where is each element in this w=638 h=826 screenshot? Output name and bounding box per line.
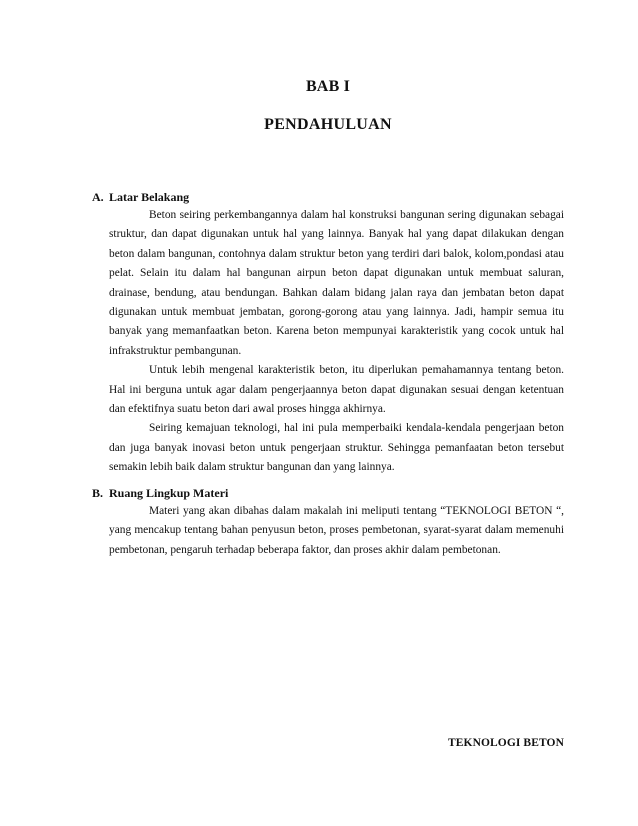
section-letter: A.	[92, 190, 104, 204]
section-body	[109, 206, 564, 478]
section-latar-belakang	[92, 188, 564, 478]
page-footer: TEKNOLOGI BETON	[447, 737, 564, 749]
section-heading	[92, 188, 564, 206]
section-ruang-lingkup	[92, 484, 564, 560]
section-title: Ruang Lingkup Materi	[109, 486, 229, 500]
paragraph: Materi yang akan dibahas dalam makalah ini meliputi tentang “TEKNOLOGI BETON “, yang mencakup tentang bahan penyusun beton, proses pembetonan, syarat-syarat dalam memenuhi pembetonan, pengaruh terhadap beberapa faktor, dan proses akhir dalam pembetonan.	[109, 505, 564, 556]
section-letter: B.	[92, 486, 104, 500]
paragraph: Untuk lebih mengenal karakteristik beton, itu diperlukan pemahamannya tentang beton. Hal ini berguna untuk agar dalam pengerjaannya beton dapat digunakan sesuai dengan ketentuan dan efektifnya suatu beton dari awal proses hingga akhirnya.	[109, 364, 564, 416]
section-heading	[92, 484, 564, 502]
paragraph: Beton seiring perkembangannya dalam hal konstruksi bangunan sering digunakan sebagai struktur, dan dapat digunakan untuk hal yang lainnya. Banyak hal yang dapat dilakukan dengan beton dalam bangunan, contohnya dalam struktur beton yang terdiri dari balok, kolom,pondasi atau pelat. Selain itu dalam hal bangunan airpun beton dapat digunakan untuk membuat saluran, drainase, bendung, atau bendungan. Bahkan dalam bidang jalan raya dan jembatan beton dapat digunakan untuk membuat jembatan, gorong-gorong atau yang lainnya. Jadi, hampir semua itu banyak yang memanfaatkan beton. Karena beton mempunyai karakteristik yang cocok untuk hal infrakstruktur pembangunan.	[109, 209, 564, 357]
chapter-heading: BAB I	[305, 78, 351, 95]
paragraph: Seiring kemajuan teknologi, hal ini pula memperbaiki kendala-kendala pengerjaan beton dan juga banyak inovasi beton untuk pengerjaan struktur. Sehingga pemanfaatan beton tersebut semakin lebih baik dalam struktur bangunan dan yang lainnya.	[109, 422, 564, 474]
section-title: Latar Belakang	[109, 190, 190, 204]
section-body	[109, 502, 564, 560]
chapter-title: PENDAHULUAN	[264, 116, 392, 133]
